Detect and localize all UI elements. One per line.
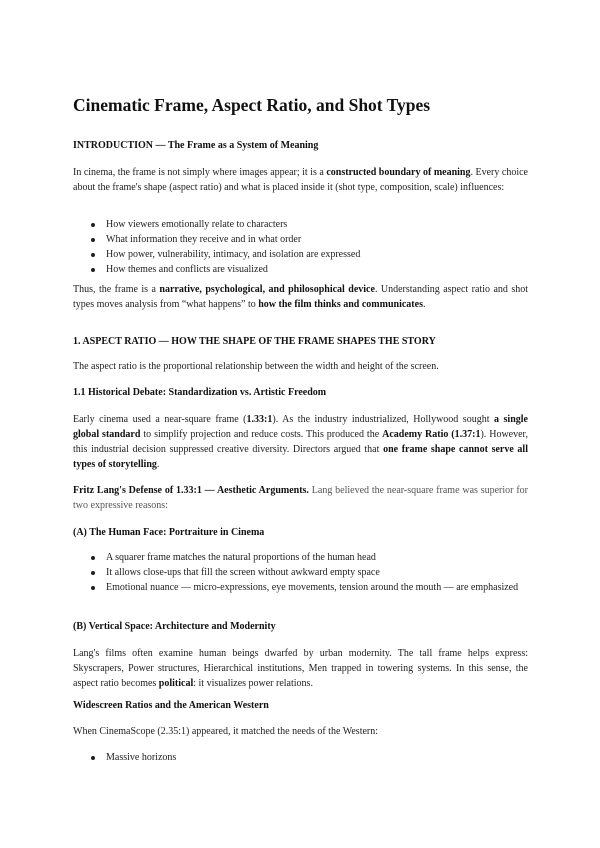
list-item: It allows close-ups that fill the screen without awkward empty space xyxy=(73,566,528,580)
bold-text: one frame shape cannot serve all types of storytelling xyxy=(73,444,528,470)
text-run: . xyxy=(156,459,160,470)
text-run: Early cinema used a near-square frame ( xyxy=(73,414,247,425)
history-paragraph xyxy=(73,412,528,472)
intro-conclusion-paragraph xyxy=(73,282,528,312)
intro-heading: INTRODUCTION — The Frame as a System of Meaning xyxy=(73,140,319,151)
bold-text: how the film thinks and communicates xyxy=(258,299,423,310)
section-heading: 1. ASPECT RATIO — HOW THE SHAPE OF THE FRAME SHAPES THE STORY xyxy=(73,336,436,347)
text-run: In cinema, the frame is not simply where images appear; it is a xyxy=(73,167,327,178)
bold-text: Academy Ratio (1.37:1 xyxy=(382,429,481,440)
widescreen-paragraph: When CinemaScope (2.35:1) appeared, it matched the needs of the Western: xyxy=(73,726,379,737)
subsection-heading-b: (B) Vertical Space: Architecture and Modernity xyxy=(73,621,276,632)
list-item: How themes and conflicts are visualized xyxy=(73,263,528,277)
list-item: How viewers emotionally relate to characters xyxy=(73,218,528,232)
text-run: ). However, this industrial decision suppressed creative diversity. Directors argued that xyxy=(73,429,528,455)
western-bullet-list xyxy=(73,751,528,766)
text-run: . Every choice about the frame's shape (aspect ratio) and what is placed inside it (shot type, composition, scale) influences: xyxy=(73,167,528,193)
architecture-paragraph xyxy=(73,646,528,691)
page-title: Cinematic Frame, Aspect Ratio, and Shot Types xyxy=(73,95,431,115)
text-run: : it visualizes power relations. xyxy=(193,678,313,689)
bold-text: 1.33:1 xyxy=(246,414,273,425)
text-run: to simplify projection and reduce costs. This produced the xyxy=(140,429,383,440)
bold-text: political xyxy=(158,678,194,689)
list-item: A squarer frame matches the natural proportions of the human head xyxy=(73,551,528,565)
aspect-ratio-definition: The aspect ratio is the proportional relationship between the width and height of the screen. xyxy=(73,361,439,372)
subsection-heading: 1.1 Historical Debate: Standardization vs. Artistic Freedom xyxy=(73,387,327,398)
text-run: . Understanding aspect ratio and shot types moves analysis from “what happens” to xyxy=(73,284,529,310)
subsection-heading-a: (A) The Human Face: Portraiture in Cinema xyxy=(73,527,265,538)
text-run: ). As the industry industrialized, Hollywood sought xyxy=(272,414,495,425)
bold-text: narrative, psychological, and philosophical device xyxy=(159,284,375,295)
bold-text: a single global standard xyxy=(73,414,528,440)
portraiture-bullet-list xyxy=(73,551,528,596)
list-item: How power, vulnerability, intimacy, and isolation are expressed xyxy=(73,248,528,262)
list-item: What information they receive and in what order xyxy=(73,233,528,247)
intro-paragraph xyxy=(73,165,528,195)
text-run: . xyxy=(422,299,426,310)
fritz-lang-paragraph xyxy=(73,483,528,513)
subsection-heading-widescreen: Widescreen Ratios and the American Western xyxy=(73,700,269,711)
text-run: Thus, the frame is a xyxy=(73,284,160,295)
list-item: Massive horizons xyxy=(73,751,528,765)
text-run: Lang believed the near-square frame was superior for two expressive reasons: xyxy=(73,485,528,511)
list-item: Emotional nuance — micro-expressions, eye movements, tension around the mouth — are emphasized xyxy=(73,581,528,595)
bold-text: constructed boundary of meaning xyxy=(326,167,471,178)
text-run: Lang's films often examine human beings dwarfed by urban modernity. The tall frame helps express: Skyscrapers, Power structures, Hierarchical institutions, Men trapped in towering systems. In this sense, the aspect ratio becomes xyxy=(73,648,528,689)
bold-text: Fritz Lang's Defense of 1.33:1 — Aesthetic Arguments. xyxy=(73,485,309,496)
intro-bullet-list xyxy=(73,218,528,278)
